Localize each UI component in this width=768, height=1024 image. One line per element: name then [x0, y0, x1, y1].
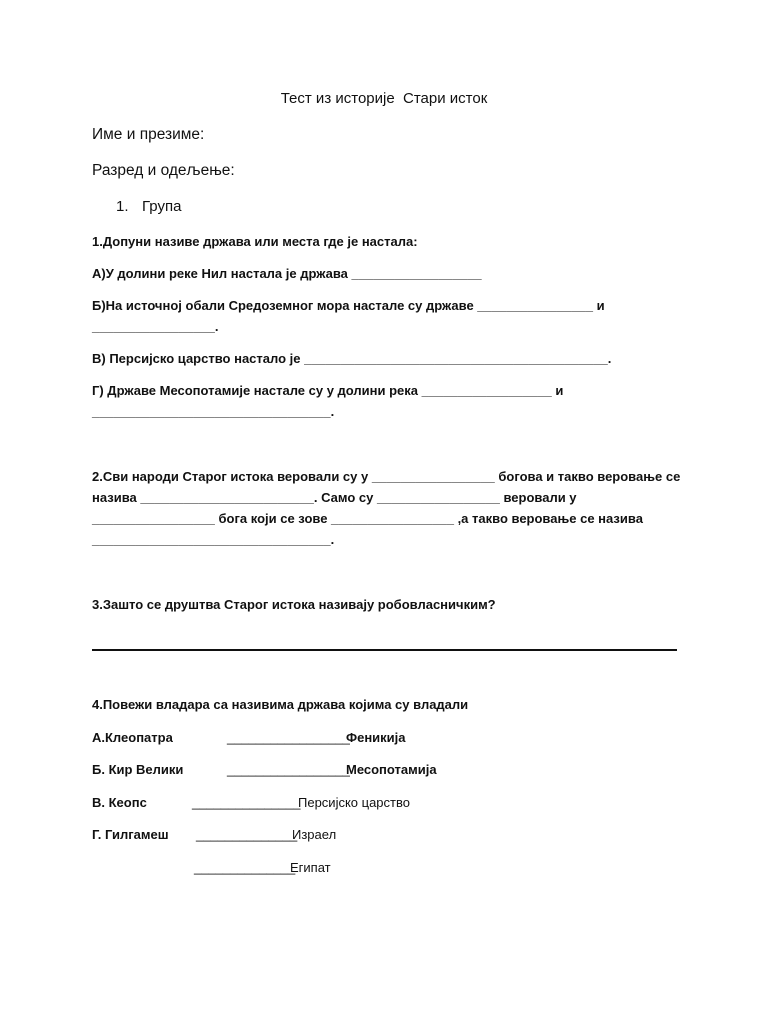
q2-line4: _________________________________.	[92, 532, 335, 547]
q4-ruler-gilgamesh: Г. Гилгамеш	[92, 827, 169, 842]
q4-ruler-cheops: В. Кеопс	[92, 795, 147, 810]
q4-ruler-cyrus: Б. Кир Велики	[92, 762, 184, 777]
q4-blank-1: _________________	[227, 730, 350, 745]
q1-item-b-line2: _________________.	[92, 319, 219, 334]
q3-prompt: 3.Зашто се друштва Старог истока називају робовласничким?	[92, 597, 496, 612]
q4-prompt: 4.Повежи владара са називима држава којима су владали	[92, 697, 469, 712]
class-field-label: Разред и одељење:	[92, 162, 235, 179]
q1-item-d-line2: _________________________________.	[92, 404, 335, 419]
q4-state-phoenicia: Феникија	[346, 730, 406, 745]
test-title: Тест из историје Стари исток	[280, 90, 488, 107]
q1-item-c: В) Персијско царство настало је __________________________________________.	[92, 351, 612, 366]
group-number: 1.	[116, 198, 129, 215]
q4-blank-4: ______________	[196, 827, 298, 842]
q4-state-persia: Персијско царство	[298, 795, 410, 810]
name-field-label: Име и презиме:	[92, 126, 205, 143]
group-label: Група	[142, 198, 182, 215]
q3-answer-line	[92, 649, 677, 651]
q1-item-a: А)У долини реке Нил настала је држава __________________	[92, 266, 482, 281]
q4-state-mesopotamia: Месопотамија	[346, 762, 437, 777]
q4-state-israel: Израел	[292, 827, 337, 842]
q2-line3: _________________ бога који се зове _________________ ,а такво веровање се назива	[92, 511, 643, 526]
q1-item-d-line1: Г) Државе Месопотамије настале су у долини река __________________ и	[92, 383, 564, 398]
q1-item-b-line1: Б)На источној обали Средоземног мора настале су државе ________________ и	[92, 298, 605, 313]
q4-state-egypt: Египат	[290, 860, 331, 875]
q4-ruler-cleopatra: А.Клеопатра	[92, 730, 173, 745]
q4-blank-2: _________________	[227, 762, 350, 777]
q4-blank-5: ______________	[194, 860, 296, 875]
q4-blank-3: _______________	[192, 795, 301, 810]
q1-prompt: 1.Допуни називе држава или места где је настала:	[92, 234, 418, 249]
q2-line1: 2.Сви народи Старог истока веровали су у _________________ богова и такво веровање се	[92, 469, 681, 484]
group-heading	[116, 198, 181, 216]
q2-line2: назива ________________________. Само су _________________ веровали у	[92, 490, 577, 505]
